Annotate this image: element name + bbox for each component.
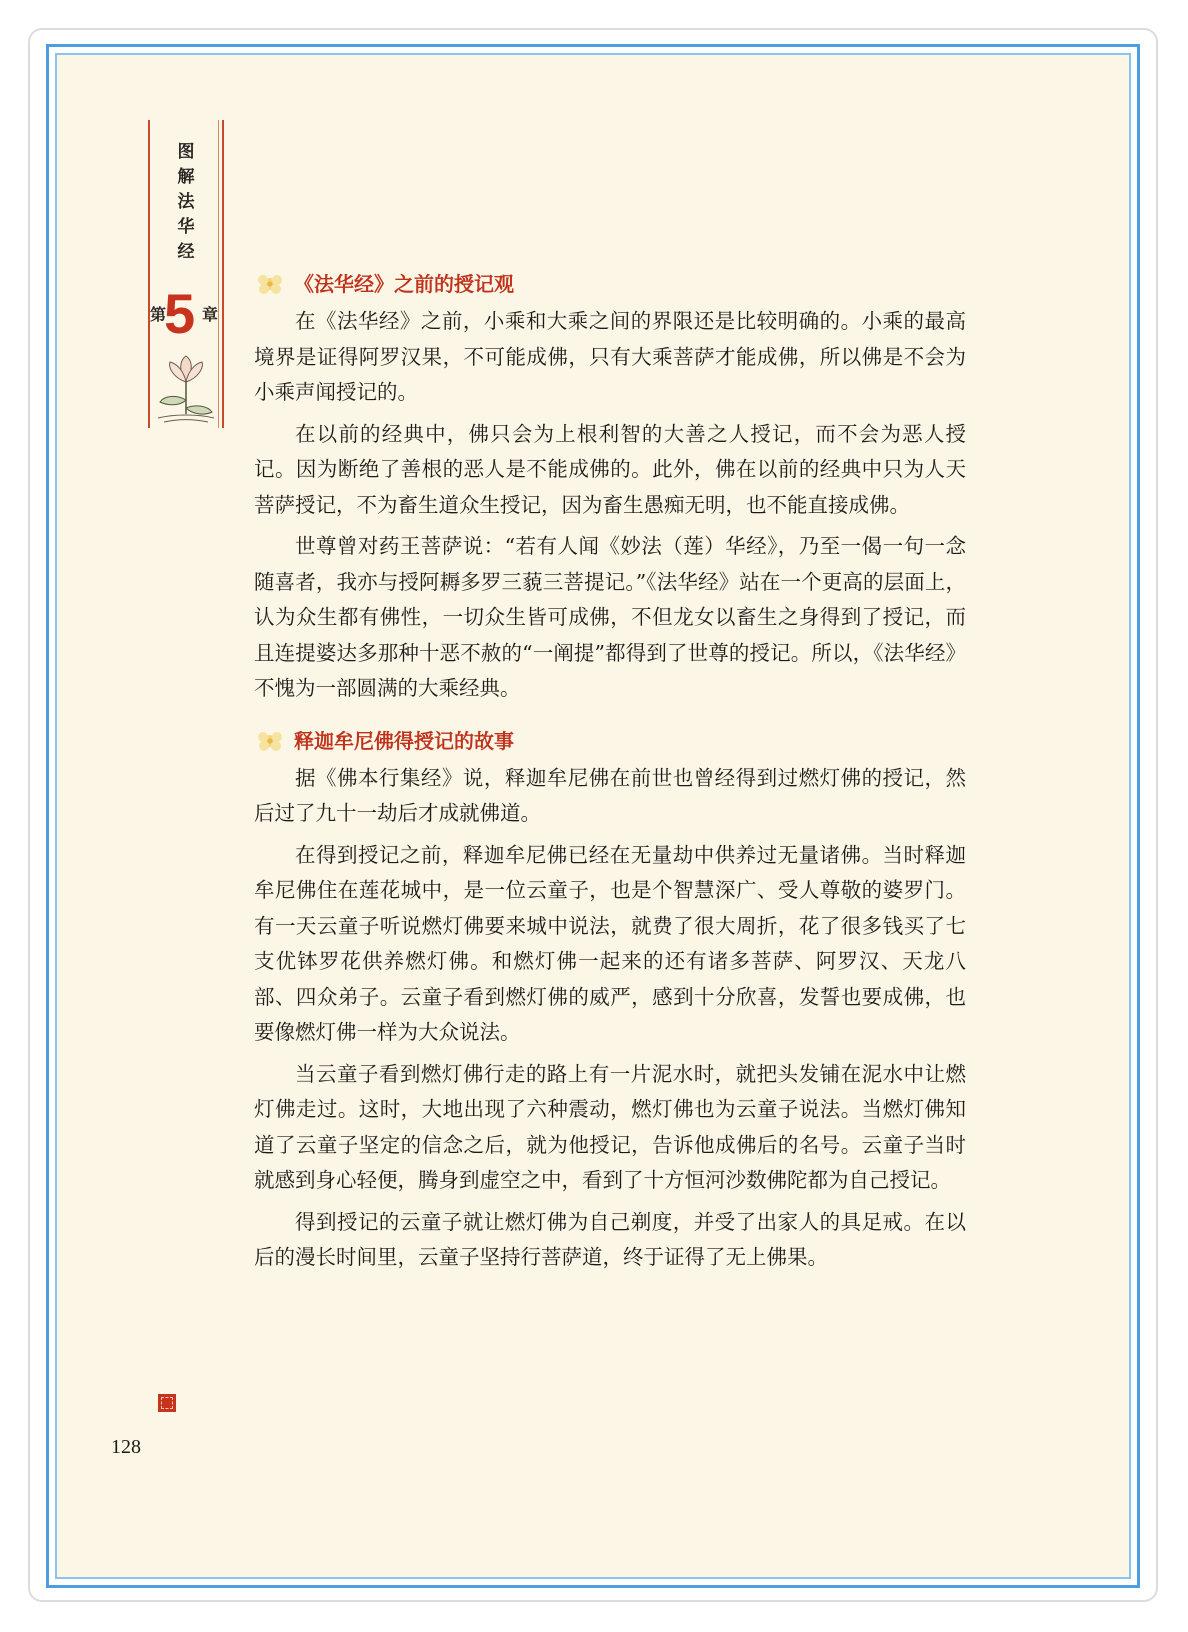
flower-bullet-icon xyxy=(254,727,286,755)
page-number: 128 xyxy=(111,1436,141,1458)
main-content xyxy=(254,258,966,1282)
paragraph: 当云童子看到燃灯佛行走的路上有一片泥水时，就把头发铺在泥水中让燃灯佛走过。这时，大地出现了六种震动，燃灯佛也为云童子说法。当燃灯佛知道了云童子坚定的信念之后，就为他授记，告诉他成佛后的名号。云童子当时就感到身心轻便，腾身到虚空之中，看到了十方恒河沙数佛陀都为自己授记。 xyxy=(254,1061,966,1192)
section-before-lotus-sutra xyxy=(254,264,966,707)
section-heading-text: 释迦牟尼佛得授记的故事 xyxy=(294,728,514,753)
book-title-char: 法 xyxy=(177,192,195,212)
book-title-vertical xyxy=(162,140,210,265)
flower-bullet-icon xyxy=(254,270,286,298)
paragraph: 在《法华经》之前，小乘和大乘之间的界限还是比较明确的。小乘的最高境界是证得阿罗汉果，不可能成佛，只有大乘菩萨才能成佛，所以佛是不会为小乘声闻授记的。 xyxy=(254,309,966,404)
paragraph: 世尊曾对药王菩萨说：“若有人闻《妙法（莲）华经》，乃至一偈一句一念随喜者，我亦与授阿耨多罗三藐三菩提记。”《法华经》站在一个更高的层面上，认为众生都有佛性，一切众生皆可成佛，不但龙女以畜生之身得到了授记，而且连提婆达多那种十恶不赦的“一阐提”都得到了世尊的授记。所以，《法华经》不愧为一部圆满的大乘经典。 xyxy=(254,534,966,700)
chapter-prefix: 第 xyxy=(150,305,167,324)
paragraph: 据《佛本行集经》说，释迦牟尼佛在前世也曾经得到过燃灯佛的授记，然后过了九十一劫后才成就佛道。 xyxy=(254,765,966,825)
book-title-char: 经 xyxy=(177,242,195,262)
chapter-sidebar xyxy=(146,120,226,428)
chapter-label xyxy=(146,282,226,350)
section-heading-text: 《法华经》之前的授记观 xyxy=(294,272,514,296)
sidebar-rule-inner xyxy=(218,120,219,428)
paragraph: 在得到授记之前，释迦牟尼佛已经在无量劫中供养过无量诸佛。当时释迦牟尼佛住在莲花城中，是一位云童子，也是个智慧深广、受人尊敬的婆罗门。有一天云童子听说燃灯佛要来城中说法，就费了很大周折，花了很多钱买了七支优钵罗花供养燃灯佛。和燃灯佛一起来的还有诸多菩萨、阿罗汉、天龙八部、四众弟子。云童子看到燃灯佛的威严，感到十分欣喜，发誓也要成佛，也要像燃灯佛一样为大众说法。 xyxy=(254,842,966,1044)
book-title-char: 解 xyxy=(177,167,195,187)
red-seal-icon xyxy=(158,1394,176,1412)
paragraph: 在以前的经典中，佛只会为上根利智的大善之人授记，而不会为恶人授记。因为断绝了善根的恶人是不能成佛的。此外，佛在以前的经典中只为人天菩萨授记，不为畜生道众生授记，因为畜生愚痴无明，也不能直接成佛。 xyxy=(254,421,966,517)
lotus-illustration-icon xyxy=(154,352,218,424)
sidebar-rule-right xyxy=(222,120,224,428)
section-heading xyxy=(254,264,966,304)
chapter-number: 5 xyxy=(164,282,196,345)
chapter-suffix: 章 xyxy=(202,305,219,324)
sidebar-rule-left xyxy=(148,120,150,428)
book-title-char: 华 xyxy=(177,217,195,237)
section-shakyamuni-prediction xyxy=(254,721,966,1276)
section-heading xyxy=(254,721,966,761)
book-title-char: 图 xyxy=(177,142,195,162)
paragraph: 得到授记的云童子就让燃灯佛为自己剃度，并受了出家人的具足戒。在以后的漫长时间里，云童子坚持行菩萨道，终于证得了无上佛果。 xyxy=(254,1209,966,1269)
